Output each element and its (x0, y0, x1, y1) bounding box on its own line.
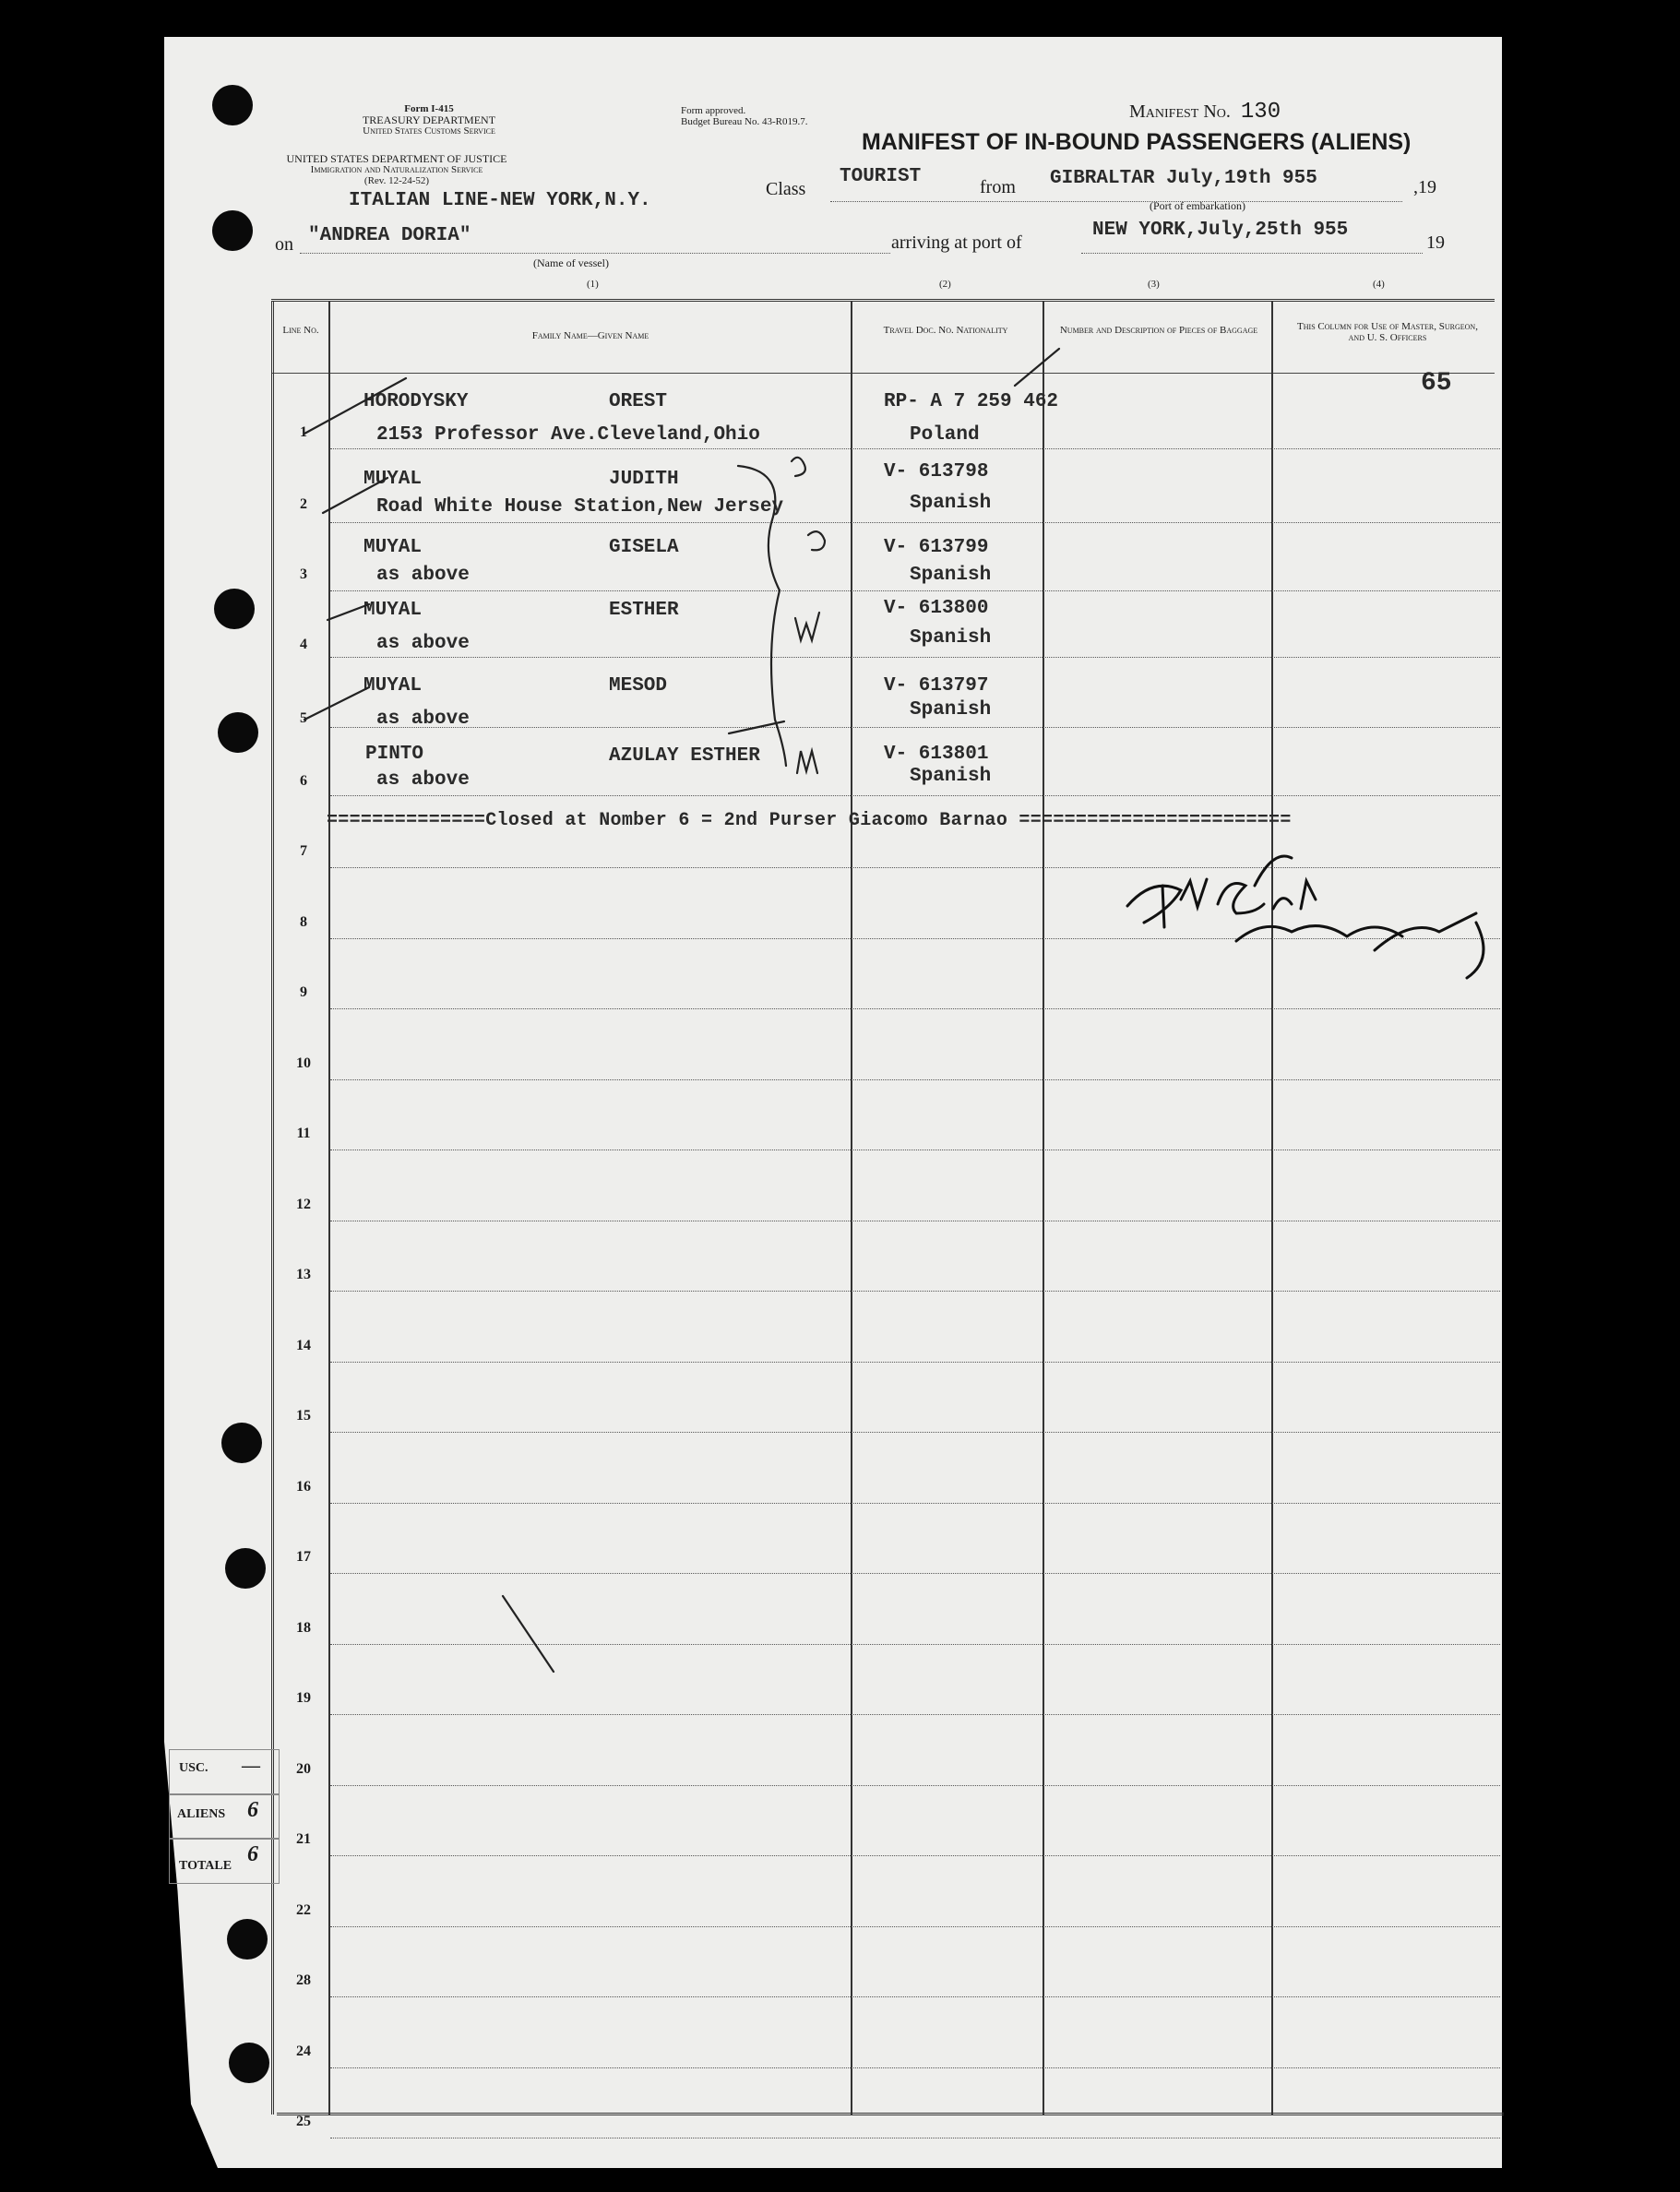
family-bracket (738, 466, 786, 766)
nationality: Spanish (910, 766, 992, 787)
line-number: 13 (296, 1267, 311, 1282)
travel-doc: V- 613800 (884, 598, 989, 619)
nationality: Spanish (910, 565, 992, 586)
check-mark (328, 604, 369, 620)
line-number: 25 (296, 2114, 311, 2129)
check-mark (304, 687, 369, 720)
travel-doc: V- 613798 (884, 461, 989, 482)
embarkation-port: GIBRALTAR July,19th 955 (1050, 168, 1317, 189)
nationality: Spanish (910, 627, 992, 649)
aliens-box (169, 1793, 280, 1840)
address: Road White House Station,New Jersey (376, 496, 784, 518)
arrival-port: NEW YORK,July,25th 955 (1092, 220, 1349, 241)
line-number: 5 (300, 710, 307, 726)
address: as above (376, 709, 470, 730)
col-num-1: (1) (587, 279, 599, 290)
travel-doc: V- 613797 (884, 675, 989, 697)
line-number: 22 (296, 1901, 311, 1918)
class-label: Class (766, 179, 806, 199)
line-number: 28 (296, 1972, 311, 1988)
treasury-dept: TREASURY DEPARTMENT (362, 113, 496, 126)
family-name: HORODYSKY (363, 391, 469, 412)
note-d2 (808, 531, 825, 550)
family-name: MUYAL (363, 537, 423, 558)
given-name: MESOD (609, 675, 668, 697)
vessel-name: "ANDREA DORIA" (308, 225, 471, 246)
nationality: Spanish (910, 699, 992, 721)
form-approved: Form approved. (681, 105, 746, 116)
line-number: 15 (296, 1408, 311, 1424)
col-header-baggage: Number and Description of Pieces of Baggage (1059, 325, 1258, 336)
line-company: ITALIAN LINE-NEW YORK,N.Y. (349, 190, 651, 211)
note-d1 (792, 458, 805, 476)
line-number: 12 (296, 1196, 311, 1212)
check-mark (323, 478, 387, 513)
customs-service: United States Customs Service (363, 125, 495, 137)
check-mark (304, 378, 406, 434)
line-number: 9 (300, 984, 307, 1000)
on-label: on (275, 234, 293, 255)
col-header-doc: Travel Doc. No. Nationality (883, 325, 1008, 336)
line-number: 24 (296, 2043, 311, 2059)
from-label: from (980, 177, 1016, 197)
family-name: MUYAL (363, 675, 423, 697)
line-number: 11 (296, 1126, 311, 1141)
family-name: MUYAL (363, 469, 423, 490)
vessel-name-label: (Name of vessel) (533, 256, 609, 269)
col-num-3: (3) (1148, 279, 1160, 290)
port-embarkation-label: (Port of embarkation) (1150, 199, 1245, 212)
line-number: 20 (296, 1760, 311, 1777)
line-number: 1 (300, 424, 307, 440)
travel-doc: RP- A 7 259 462 (884, 391, 1059, 412)
given-name: JUDITH (609, 469, 679, 490)
address: as above (376, 769, 470, 791)
col-header-line: Line No. (282, 325, 319, 336)
aliens-label: ALIENS (177, 1807, 226, 1821)
officer-mark: 65 (1421, 369, 1452, 398)
line-number: 17 (296, 1549, 311, 1565)
check-mark (503, 1596, 554, 1672)
total-box (169, 1838, 280, 1884)
revision: (Rev. 12-24-52) (363, 175, 430, 186)
usc-box (169, 1749, 280, 1795)
given-name: AZULAY ESTHER (609, 745, 760, 767)
year-suffix: ,19 (1413, 177, 1436, 197)
doj-title: UNITED STATES DEPARTMENT OF JUSTICE (286, 152, 507, 165)
page-title: MANIFEST OF IN-BOUND PASSENGERS (ALIENS) (862, 129, 1412, 155)
line-number: 14 (296, 1337, 311, 1353)
year-suffix-2: 19 (1426, 232, 1445, 253)
bracket-tick (729, 721, 784, 733)
address: as above (376, 633, 470, 654)
aliens-value: 6 (247, 1798, 258, 1822)
given-name: OREST (609, 391, 668, 412)
col-num-2: (2) (939, 279, 951, 290)
line-number: 8 (300, 913, 307, 930)
note-w (795, 613, 819, 640)
nationality: Poland (910, 424, 980, 446)
signature-stroke (1236, 913, 1483, 978)
line-number: 7 (300, 843, 307, 859)
line-number: 2 (300, 496, 307, 512)
signature-stroke (1127, 856, 1316, 927)
note-m (797, 751, 817, 773)
total-value: 6 (247, 1842, 258, 1866)
col-header-officers: This Column for Use of Master, Surgeon, and U. S. Officers (1297, 321, 1478, 343)
address: 2153 Professor Ave.Cleveland,Ohio (376, 424, 760, 446)
family-name: MUYAL (363, 600, 423, 621)
travel-doc: V- 613799 (884, 537, 989, 558)
family-name: PINTO (365, 744, 424, 765)
ins-title: Immigration and Naturalization Service (310, 164, 483, 175)
manifest-label: Manifest No. (1129, 101, 1231, 122)
given-name: ESTHER (609, 600, 679, 621)
col-num-4: (4) (1373, 279, 1385, 290)
travel-doc: V- 613801 (884, 744, 989, 765)
line-number: 18 (296, 1619, 311, 1636)
arriving-label: arriving at port of (891, 232, 1022, 253)
line-number: 16 (296, 1478, 311, 1495)
given-name: GISELA (609, 537, 679, 558)
usc-label: USC. (179, 1761, 209, 1775)
line-number: 10 (296, 1054, 311, 1071)
line-number: 21 (296, 1831, 311, 1847)
check-mark (1015, 349, 1059, 386)
line-number: 6 (300, 773, 307, 789)
line-number: 19 (296, 1690, 311, 1706)
class-value: TOURIST (840, 166, 922, 187)
line-number: 3 (300, 566, 307, 582)
manifest-number: 130 (1240, 100, 1281, 125)
address: as above (376, 565, 470, 586)
form-number: Form I-415 (404, 103, 454, 114)
budget-bureau: Budget Bureau No. 43-R019.7. (681, 116, 808, 127)
col-header-name: Family Name—Given Name (531, 330, 649, 341)
total-label: TOTALE (179, 1859, 232, 1873)
line-number: 4 (300, 637, 307, 652)
usc-value: — (242, 1756, 260, 1776)
closing-line: ==============Closed at Nomber 6 = 2nd Purser Giacomo Barnao ======================== (327, 810, 1292, 831)
nationality: Spanish (910, 493, 992, 514)
